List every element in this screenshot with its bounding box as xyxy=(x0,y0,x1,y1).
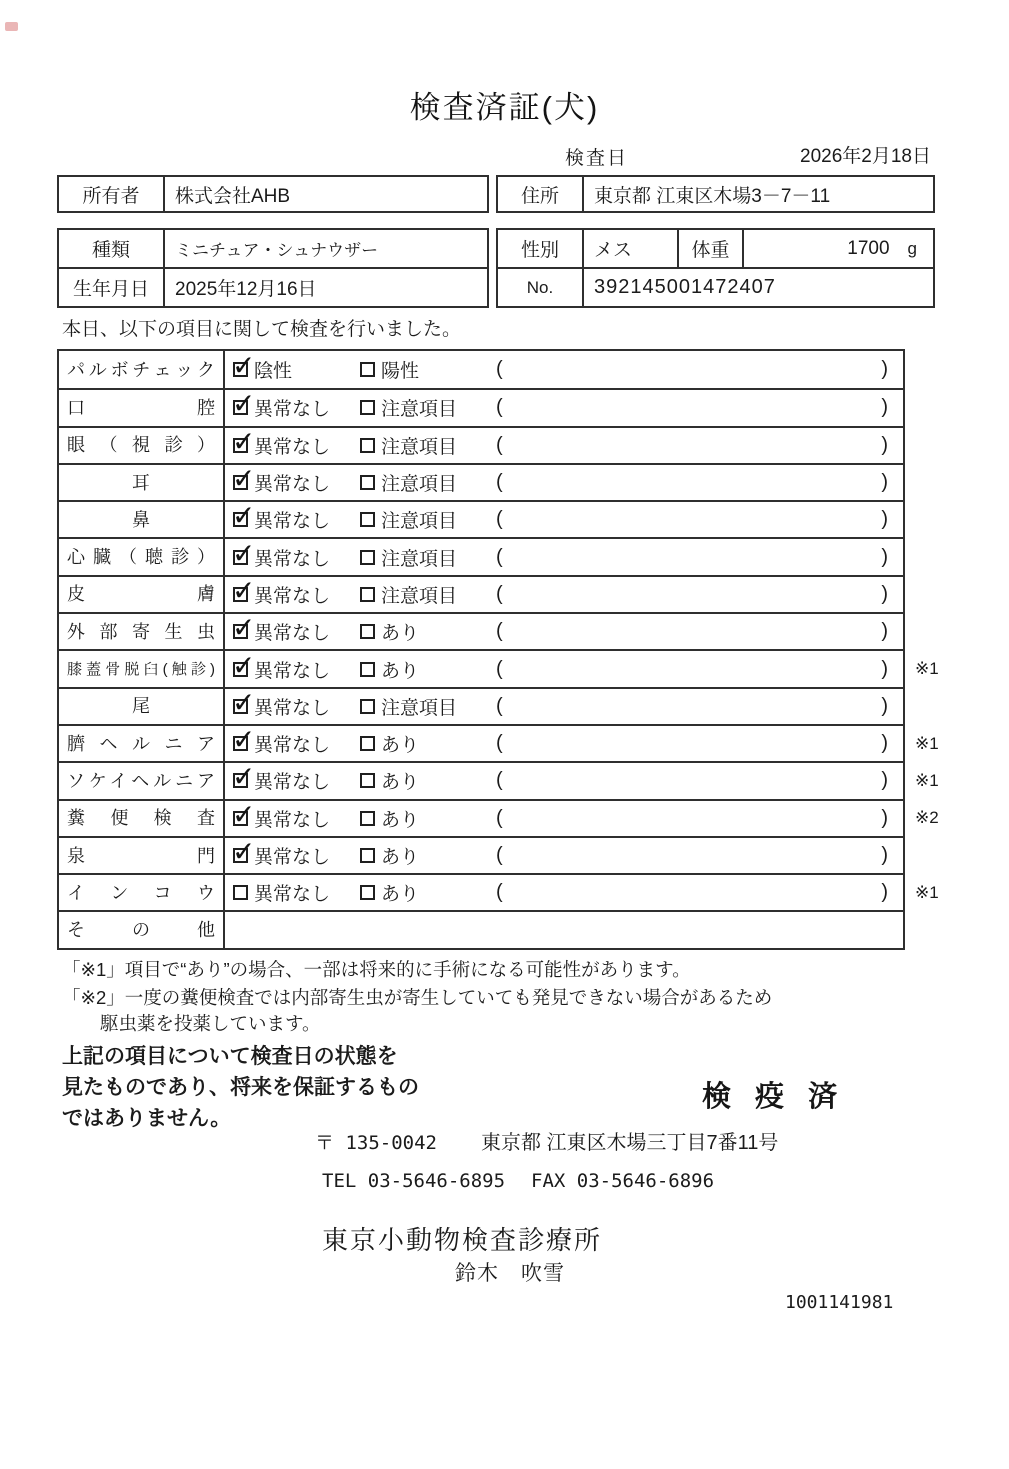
postal-address-line xyxy=(315,1126,778,1155)
paren-close: ) xyxy=(881,358,888,381)
weight-unit: g xyxy=(907,238,917,258)
item-label: その他 xyxy=(67,920,215,941)
paren-close: ) xyxy=(881,694,888,717)
option-primary-label: 異常なし xyxy=(254,884,331,906)
postal-code: 〒 135-0042 xyxy=(315,1132,437,1154)
option-primary-label: 異常なし xyxy=(254,735,331,757)
paren-close: ) xyxy=(881,620,888,643)
paren-close: ) xyxy=(881,582,888,605)
checklist-row xyxy=(59,612,903,649)
option-primary xyxy=(225,842,360,869)
option-primary xyxy=(225,656,360,683)
paren-close: ) xyxy=(881,881,888,904)
owner-address-table xyxy=(496,175,935,213)
checkbox-icon xyxy=(360,400,375,415)
checklist-row xyxy=(59,500,903,537)
breed-label: 種類 xyxy=(59,230,165,267)
checkbox-icon xyxy=(360,550,375,565)
checkbox-icon xyxy=(233,362,248,377)
item-label: 臍ヘルニア xyxy=(67,733,215,754)
option-primary-label: 異常なし xyxy=(254,809,331,831)
option-primary xyxy=(225,618,360,645)
option-primary xyxy=(225,506,360,533)
paren-open: ( xyxy=(496,657,503,680)
option-secondary-label: あり xyxy=(381,772,420,794)
remarks-parens xyxy=(494,508,903,531)
option-primary xyxy=(225,432,360,459)
disclaimer-line: ではありません。 xyxy=(62,1107,232,1130)
remarks-parens xyxy=(494,695,903,718)
option-secondary-label: 注意項目 xyxy=(381,399,458,421)
paren-open: ( xyxy=(496,433,503,456)
quarantine-stamp: 検 疫 済 xyxy=(702,1081,846,1113)
item-label: 糞便検査 xyxy=(67,808,215,829)
checkbox-icon xyxy=(233,400,248,415)
option-primary-label: 陰性 xyxy=(254,361,293,383)
no-label: No. xyxy=(498,269,584,306)
checkbox-icon xyxy=(233,624,248,639)
option-secondary-label: 注意項目 xyxy=(381,548,458,570)
option-primary xyxy=(225,544,360,571)
option-secondary xyxy=(360,544,494,571)
checkbox-icon xyxy=(233,848,248,863)
checkbox-icon xyxy=(360,475,375,490)
option-secondary xyxy=(360,842,494,869)
option-primary-label: 異常なし xyxy=(254,399,331,421)
checkbox-icon xyxy=(360,736,375,751)
option-primary-label: 異常なし xyxy=(254,623,331,645)
checkbox-icon xyxy=(233,736,248,751)
note-marker: ※1 xyxy=(915,659,939,679)
paren-open: ( xyxy=(496,471,503,494)
checkbox-icon xyxy=(233,885,248,900)
option-secondary-label: 陽性 xyxy=(381,361,420,383)
option-primary xyxy=(225,767,360,794)
remarks-parens xyxy=(494,844,903,867)
no-value: 392145001472407 xyxy=(594,276,776,298)
remarks-parens xyxy=(494,881,903,904)
note-marker: ※2 xyxy=(915,808,939,828)
option-secondary-label: あり xyxy=(381,809,420,831)
option-primary xyxy=(225,356,360,383)
checkbox-icon xyxy=(233,550,248,565)
item-label: 鼻 xyxy=(132,509,150,530)
remarks-parens xyxy=(494,620,903,643)
item-label: 口腔 xyxy=(67,397,215,418)
item-label: インコウ xyxy=(67,882,215,903)
checklist-row xyxy=(59,575,903,612)
option-primary-label: 異常なし xyxy=(254,511,331,533)
paren-close: ) xyxy=(881,844,888,866)
inspection-date-label: 検査日 xyxy=(565,148,629,169)
checkbox-icon xyxy=(360,438,375,453)
item-label: 膝蓋骨脱臼(触診) xyxy=(67,660,215,678)
note-marker: ※1 xyxy=(915,733,939,753)
fax-number: FAX 03-5646-6896 xyxy=(531,1170,715,1192)
remarks-parens xyxy=(494,658,903,681)
checkbox-icon xyxy=(360,662,375,677)
option-secondary-label: あり xyxy=(381,735,420,757)
checkbox-icon xyxy=(360,811,375,826)
footnote-2-continued: 駆虫薬を投薬しています。 xyxy=(100,1013,321,1034)
option-primary-label: 異常なし xyxy=(254,772,331,794)
page-title: 検査済証(犬) xyxy=(409,90,600,125)
checkbox-icon xyxy=(360,587,375,602)
option-secondary-label: 注意項目 xyxy=(381,585,458,607)
paren-open: ( xyxy=(496,694,503,717)
checklist-row xyxy=(59,836,903,873)
tel-number: TEL 03-5646-6895 xyxy=(322,1170,506,1192)
checkbox-icon xyxy=(360,512,375,527)
scan-artifact xyxy=(5,22,18,31)
checkbox-icon xyxy=(360,624,375,639)
remarks-parens xyxy=(494,471,903,494)
checkbox-icon xyxy=(233,475,248,490)
checkbox-icon xyxy=(233,773,248,788)
paren-close: ) xyxy=(881,732,888,755)
pet-left-table xyxy=(57,228,489,308)
owner-left-table xyxy=(57,175,489,213)
option-primary-label: 異常なし xyxy=(254,585,331,607)
paren-open: ( xyxy=(496,881,503,904)
paren-open: ( xyxy=(496,769,503,792)
option-secondary xyxy=(360,432,494,459)
sex-value: メス xyxy=(584,230,679,267)
option-primary xyxy=(225,730,360,757)
owner-table xyxy=(57,175,935,213)
option-primary-label: 異常なし xyxy=(254,660,331,682)
paren-close: ) xyxy=(881,433,888,456)
paren-open: ( xyxy=(496,508,503,531)
birthdate-label: 生年月日 xyxy=(59,269,165,306)
paren-close: ) xyxy=(881,657,888,680)
weight-value: 1700 xyxy=(847,237,890,259)
option-secondary xyxy=(360,879,494,906)
option-secondary xyxy=(360,469,494,496)
checklist-table xyxy=(57,349,939,950)
checklist-row xyxy=(59,649,939,686)
weight-label: 体重 xyxy=(679,230,744,267)
paren-open: ( xyxy=(496,582,503,605)
remarks-parens xyxy=(494,358,903,381)
checkbox-icon xyxy=(233,811,248,826)
checklist-row xyxy=(59,463,903,500)
note-marker: ※1 xyxy=(915,770,939,790)
option-secondary xyxy=(360,618,494,645)
option-secondary-label: 注意項目 xyxy=(381,511,458,533)
remarks-parens xyxy=(494,396,903,419)
clinic-name: 東京小動物検査診療所 xyxy=(322,1225,603,1255)
sex-label: 性別 xyxy=(498,230,584,267)
option-primary-label: 異常なし xyxy=(254,474,331,496)
note-marker: ※1 xyxy=(915,882,939,902)
remarks-parens xyxy=(494,807,903,830)
remarks-parens xyxy=(494,769,903,792)
checklist-row xyxy=(59,799,939,836)
item-label: 耳 xyxy=(132,472,150,493)
tel-fax-line xyxy=(322,1170,714,1192)
clinic-address: 東京都 江東区木場三丁目7番11号 xyxy=(480,1132,779,1154)
option-secondary xyxy=(360,767,494,794)
option-secondary-label: あり xyxy=(381,847,420,868)
paren-open: ( xyxy=(496,396,503,419)
remarks-parens xyxy=(494,583,903,606)
checkbox-icon xyxy=(360,362,375,377)
checklist-row xyxy=(59,910,903,947)
paren-close: ) xyxy=(881,396,888,419)
paren-open: ( xyxy=(496,358,503,381)
option-secondary-label: あり xyxy=(381,660,420,682)
checkbox-icon xyxy=(233,512,248,527)
item-label: 尾 xyxy=(132,696,150,717)
item-label: 眼（視診） xyxy=(67,435,215,456)
item-label: 泉門 xyxy=(67,845,215,866)
checkbox-icon xyxy=(233,699,248,714)
birthdate-value: 2025年12月16日 xyxy=(175,279,317,300)
remarks-parens xyxy=(494,732,903,755)
option-secondary xyxy=(360,805,494,832)
option-secondary xyxy=(360,506,494,533)
option-primary-label: 異常なし xyxy=(254,436,331,458)
remarks-parens xyxy=(494,434,903,457)
disclaimer-line: 上記の項目について検査日の状態を xyxy=(62,1045,398,1068)
checklist-row xyxy=(59,761,939,798)
option-secondary-label: あり xyxy=(381,884,420,906)
item-label: ソケイヘルニア xyxy=(67,770,215,791)
serial-number: 1001141981 xyxy=(785,1292,894,1313)
paren-close: ) xyxy=(881,806,888,829)
footnote-1: 「※1」項目で“あり”の場合、一部は将来的に手術になる可能性があります。 xyxy=(62,959,691,980)
option-primary-label: 異常なし xyxy=(254,548,331,570)
checklist-row xyxy=(59,537,903,574)
checkbox-icon xyxy=(233,587,248,602)
checklist-row xyxy=(59,687,903,724)
checklist-row xyxy=(59,388,903,425)
remarks-parens xyxy=(494,546,903,569)
paren-close: ) xyxy=(881,769,888,792)
option-secondary xyxy=(360,581,494,608)
paren-open: ( xyxy=(496,732,503,755)
paren-open: ( xyxy=(496,844,503,866)
checklist-row xyxy=(59,426,903,463)
address-value: 東京都 江東区木場3－7－11 xyxy=(594,185,831,207)
option-primary xyxy=(225,394,360,421)
option-secondary xyxy=(360,656,494,683)
pet-right-table xyxy=(496,228,935,308)
item-label: 心臓（聴診） xyxy=(67,547,215,568)
paren-open: ( xyxy=(496,545,503,568)
paren-close: ) xyxy=(881,508,888,531)
address-label: 住所 xyxy=(498,177,584,211)
item-label: 外部寄生虫 xyxy=(67,621,215,642)
paren-open: ( xyxy=(496,620,503,643)
option-secondary-label: 注意項目 xyxy=(381,474,458,496)
option-secondary xyxy=(360,693,494,720)
item-label: パルボチェック xyxy=(67,359,215,380)
option-secondary xyxy=(360,356,494,383)
checkbox-icon xyxy=(360,848,375,863)
paren-open: ( xyxy=(496,806,503,829)
option-primary-label: 異常なし xyxy=(254,697,331,719)
disclaimer-text xyxy=(62,1041,419,1134)
checklist-row xyxy=(59,351,903,388)
option-secondary-label: 注意項目 xyxy=(381,697,458,719)
owner-label: 所有者 xyxy=(59,177,165,211)
checkbox-icon xyxy=(360,773,375,788)
paren-close: ) xyxy=(881,471,888,494)
pet-table xyxy=(57,228,935,308)
breed-value: ミニチュア・シュナウザー xyxy=(175,241,379,260)
intro-text: 本日、以下の項目に関して検査を行いました。 xyxy=(62,319,462,340)
option-primary xyxy=(225,805,360,832)
checkbox-icon xyxy=(360,885,375,900)
weight-cell xyxy=(744,230,933,267)
inspection-date-value: 2026年2月18日 xyxy=(800,146,931,167)
owner-name: 株式会社AHB xyxy=(175,185,291,207)
checkbox-icon xyxy=(360,699,375,714)
paren-close: ) xyxy=(881,545,888,568)
option-primary-label: 異常なし xyxy=(254,847,331,868)
option-primary xyxy=(225,693,360,720)
option-primary xyxy=(225,581,360,608)
option-secondary-label: あり xyxy=(381,623,420,645)
option-secondary-label: 注意項目 xyxy=(381,436,458,458)
checkbox-icon xyxy=(233,662,248,677)
option-secondary xyxy=(360,394,494,421)
option-primary xyxy=(225,469,360,496)
footnote-2: 「※2」一度の糞便検査では内部寄生虫が寄生していても発見できない場合があるため xyxy=(62,987,773,1008)
checklist-row xyxy=(59,724,939,761)
checklist-row xyxy=(59,873,939,910)
examiner-name: 鈴木 吹雪 xyxy=(455,1262,565,1285)
item-label: 皮膚 xyxy=(67,584,215,605)
option-secondary xyxy=(360,730,494,757)
checkbox-icon xyxy=(233,438,248,453)
option-primary xyxy=(225,879,360,906)
disclaimer-line: 見たものであり、将来を保証するもの xyxy=(62,1076,419,1099)
